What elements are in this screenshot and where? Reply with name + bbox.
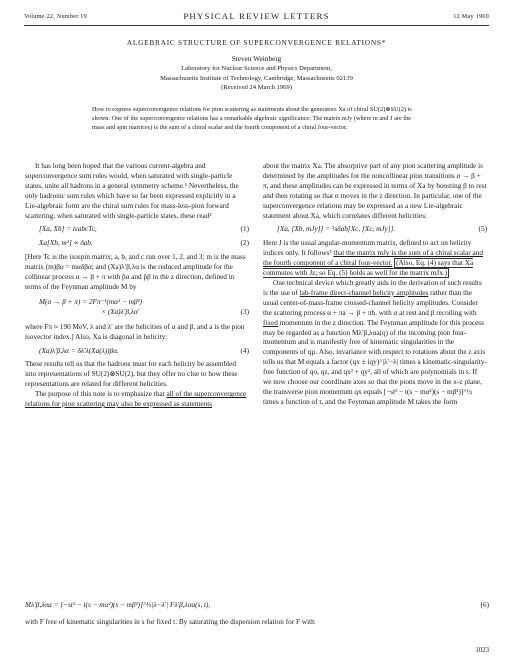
paragraph: about the matrix Xa. The absorptive part of any pion scattering amplitude is determined by the amplitudes for the noncollinear pion transitions α → β + π, and these amplitudes can be expressed in terms of Xa by boosting β to rest and then rotating so that α moves in the z direction. In particular, one of the superconvergence relations may be expressed as a new Lie-algebraic statement about Xa, which correlates different helicities: (263, 162, 487, 220)
text-run: The purpose of this note is to emphasize that (35, 390, 167, 399)
equation-number: (6) (480, 601, 489, 609)
text-run: One technical device which greatly aids in the derivation of such results is the use of (263, 278, 482, 297)
equation-body: [Xa, Xb] = iεabcTc, (39, 225, 97, 234)
abstract: How to express superconvergence relations for pion scattering as statements about the generators Xa of chiral SU(2)⊗SU(2) is shown. One of the superconvergence relations has a remarkable algebraic significance: The matrix mJy (where m and J are the mass and spin matrices) is the sum of a chiral scalar and the fourth component of a chiral four-vector. (92, 106, 412, 131)
author-name: Steven Weinberg (231, 54, 282, 63)
text-run: Here J is the usual angular-momentum matrix, defined to act on helicity indices only. It follows³ (263, 239, 472, 258)
right-column (263, 162, 487, 408)
equation-number: (2) (240, 239, 249, 248)
received-date: (Received 24 March 1969) (221, 84, 292, 92)
running-header (24, 11, 489, 23)
equation-body: × (Xa)λ′β,λα′ (101, 307, 140, 316)
affiliation-line: Massachusetts Institute of Technology, Cambridge, Massachusetts 02139 (160, 74, 353, 82)
equation-3 (39, 298, 249, 318)
article-title: ALGEBRAIC STRUCTURE OF SUPERCONVERGENCE RELATIONS* (126, 38, 387, 47)
paragraph (263, 239, 487, 279)
paragraph: where Fπ ≈ 190 MeV, λ and λ′ are the helicities of α and β, and a is the pion isovector index.] Also, Xa is diagonal in helicity: (25, 322, 245, 341)
boxed-text: (Also, Eq. (4) says that Xa commutes with Jz; so Eq. (5) holds as well for the matrix mJx.) (263, 259, 474, 278)
equation-4 (39, 347, 249, 357)
underlined-text: that the matrix mJy is the sum of a chiral scalar and the fourth component of a chiral four-vector. (263, 249, 483, 268)
paragraph: It has long been hoped that the various current-algebra and superconvergence sum rules would, when saturated with single-particle states, unite all hadrons in a general symmetry scheme.¹ Nevertheless, the only hadronic sum rules which have so far been expressed explicitly in a Lie-algebraic form are the chiral sum rules for mass-less-pion forward scattering; when saturated with single-particle states, these read² (25, 162, 239, 220)
affiliation (0, 64, 513, 93)
equation-number: (1) (240, 225, 249, 234)
underlined-text: fixed (263, 318, 278, 327)
bottom-text: with F free of kinematic singularities in s for fixed t. By saturating the dispersion relation for F with (25, 618, 315, 626)
equation-body: M(α → β + π) = 2Fπ⁻¹(mα² − mβ²) (39, 297, 143, 306)
equation-5 (277, 225, 487, 235)
equation-6 (25, 601, 489, 609)
equation-body: [Xa, [Xb, mJy]] = ¼δab[Xc, [Xc, mJy]]. (277, 225, 396, 234)
page-number: 1023 (475, 647, 489, 654)
equation-1 (39, 225, 249, 235)
issue-date: 12 May 1969 (453, 13, 489, 20)
equation-number: (5) (478, 225, 487, 234)
text-run: rather than the usual center-of-mass-frame crossed-channel helicity amplitudes. Consider the scattering process α + πa → β + πb, with α at rest and β recoiling with (263, 288, 478, 317)
equation-body: Mλ′β,λαa = [−st² − t(s − mα²)(s − mβ²)]^½|λ−λ′| Fλ′β,λαa(s, t), (25, 601, 211, 609)
paragraph (25, 390, 249, 410)
paragraph (263, 279, 487, 408)
journal-volume: Volume 22, Number 19 (24, 13, 87, 20)
equation-number: (3) (240, 307, 249, 316)
underlined-text: all of the superconvergence relations for pion scattering may also be expressed as statements (25, 390, 247, 409)
paragraph: [Here Tc is the isospin matrix; a, b, and c run over 1, 2, and 3; m is the mass matrix (m)βα = mαδβα; and (Xa)λ′β,λα is the reduced amplitude for the collinear process α → β + π with p̂α and p̂β in the z direction, defined in terms of the Feynman amplitude M by (25, 253, 246, 291)
header-rule (24, 25, 489, 26)
equation-body: Xa[Xb, m²] ∝ δab. (39, 239, 93, 248)
journal-name: PHYSICAL REVIEW LETTERS (183, 11, 330, 21)
text-run: momentum in the z direction. The Feynman amplitude for this process may be regarded as a function Mλ′β,λαa(q) of the incoming pion four-momentum and is manifestly free of kinematic singularities in the components of qμ. Also, invariance with respect to rotations about the z axis tells us that M equals a factor (qx ± iqy)^|λ′−λ| times a kinematic-singularity-free function of qo, qz, and qx² + qy², all of which are polynomials in s. If we now choose our coordinate axes so that the pions move in the x-z plane, the transverse pion momentum qx equals [−st² − t(s − mα²)(s − mβ²)]^½ times a function of t, and the Feynman amplitude M takes the form (263, 318, 487, 406)
paragraph: These results tell us that the hadrons must for each helicity be assembled into representations of SU(2)⊗SU(2), but they offer no clue to how these representations are related for different helicities. (25, 360, 238, 389)
left-column (25, 162, 249, 410)
underlined-text: lab-frame direct-channel helicity amplitudes (299, 288, 429, 297)
equation-2 (39, 239, 249, 249)
equation-body: (Xa)λ′β,λα = δλ′λ(Xa(λ))βα. (39, 346, 119, 355)
affiliation-line: Laboratory for Nuclear Science and Physics Department, (181, 65, 332, 72)
equation-number: (4) (240, 346, 249, 355)
